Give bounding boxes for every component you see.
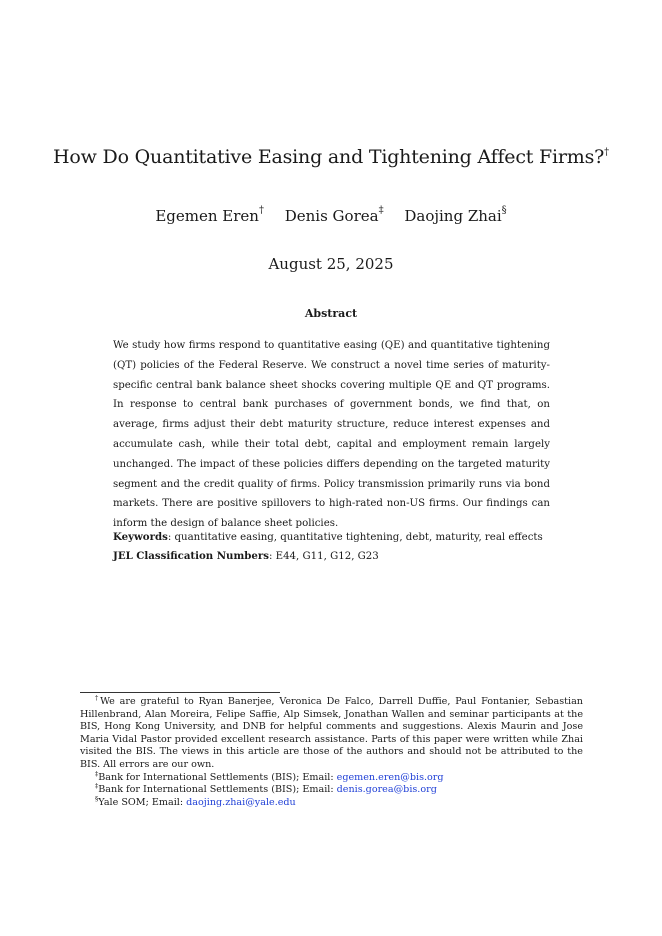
author	[404, 206, 506, 226]
title-footnote-mark: †	[604, 147, 609, 158]
email-link[interactable]: egemen.eren@bis.org	[336, 771, 444, 783]
footnote	[80, 794, 583, 810]
keywords-line	[113, 528, 553, 547]
jel-label: JEL Classification Numbers	[113, 550, 269, 562]
author-name: Egemen Eren	[155, 207, 259, 225]
paper-title	[0, 145, 662, 169]
footnote-text: Bank for International Settlements (BIS); Email:	[98, 771, 337, 783]
footnote	[80, 769, 583, 785]
abstract-heading: Abstract	[304, 307, 358, 320]
footnote	[80, 784, 583, 797]
jel-line	[113, 547, 553, 566]
footnote-mark: †	[95, 694, 101, 702]
author	[155, 206, 264, 226]
footnote	[80, 696, 583, 772]
author-footnote-mark: †	[258, 205, 264, 216]
author-footnote-mark: ‡	[378, 205, 384, 216]
jel-value: : E44, G11, G12, G23	[268, 551, 379, 562]
author	[285, 206, 384, 226]
abstract-body: We study how firms respond to quantitative easing (QE) and quantitative tightening (QT) policies of the Federal Reserve. We construct a novel time series of maturity-specific central bank balance sheet shocks covering multiple QE and QT programs. In response to central bank purchases of government bonds, we find that, on average, firms adjust their debt maturity structure, reduce interest expenses and accumulate cash, while their total debt, capital and employment remain largely unchanged. The impact of these policies differs depending on the targeted maturity segment and the credit quality of firms. Policy transmission primarily runs via bond markets. There are positive spillovers to high-rated non-US firms. Our findings can inform the design of balance sheet policies.	[113, 340, 550, 530]
author-list	[0, 206, 662, 226]
keywords-label: Keywords	[113, 531, 168, 543]
paper-title-text: How Do Quantitative Easing and Tightening Affect Firms?	[53, 146, 605, 168]
footnote-mark: ‡	[95, 782, 99, 791]
footnote-text: Yale SOM; Email:	[98, 796, 187, 808]
footnote-rule	[80, 692, 280, 693]
keywords-block	[113, 528, 553, 566]
footnote-text: Bank for International Settlements (BIS); Email:	[98, 784, 337, 796]
keywords-value: : quantitative easing, quantitative tightening, debt, maturity, real effects	[167, 532, 543, 543]
email-link[interactable]: daojing.zhai@yale.edu	[186, 796, 296, 808]
footnotes	[80, 696, 583, 809]
author-footnote-mark: §	[501, 205, 507, 216]
paper-date: August 25, 2025	[268, 255, 394, 273]
footnote-text: We are grateful to Ryan Banerjee, Veronica De Falco, Darrell Duffie, Paul Fontanier, Sebastian Hillenbrand, Alan Moreira, Felipe Saffie, Alp Simsek, Jonathan Wallen and seminar participants at the BIS, Hong Kong University, and DNB for helpful comments and suggestions. Alexis Maurin and Jose Maria Vidal Pastor provided excellent research assistance. Parts of this paper were written while Zhai visited the BIS. The views in this article are those of the authors and should not be attributed to the BIS. All errors are our own.	[80, 696, 583, 770]
footnote-mark: ‡	[95, 769, 99, 778]
email-link[interactable]: denis.gorea@bis.org	[336, 784, 437, 796]
footnote-mark: §	[95, 794, 99, 803]
author-name: Denis Gorea	[284, 207, 379, 225]
author-name: Daojing Zhai	[404, 207, 502, 225]
